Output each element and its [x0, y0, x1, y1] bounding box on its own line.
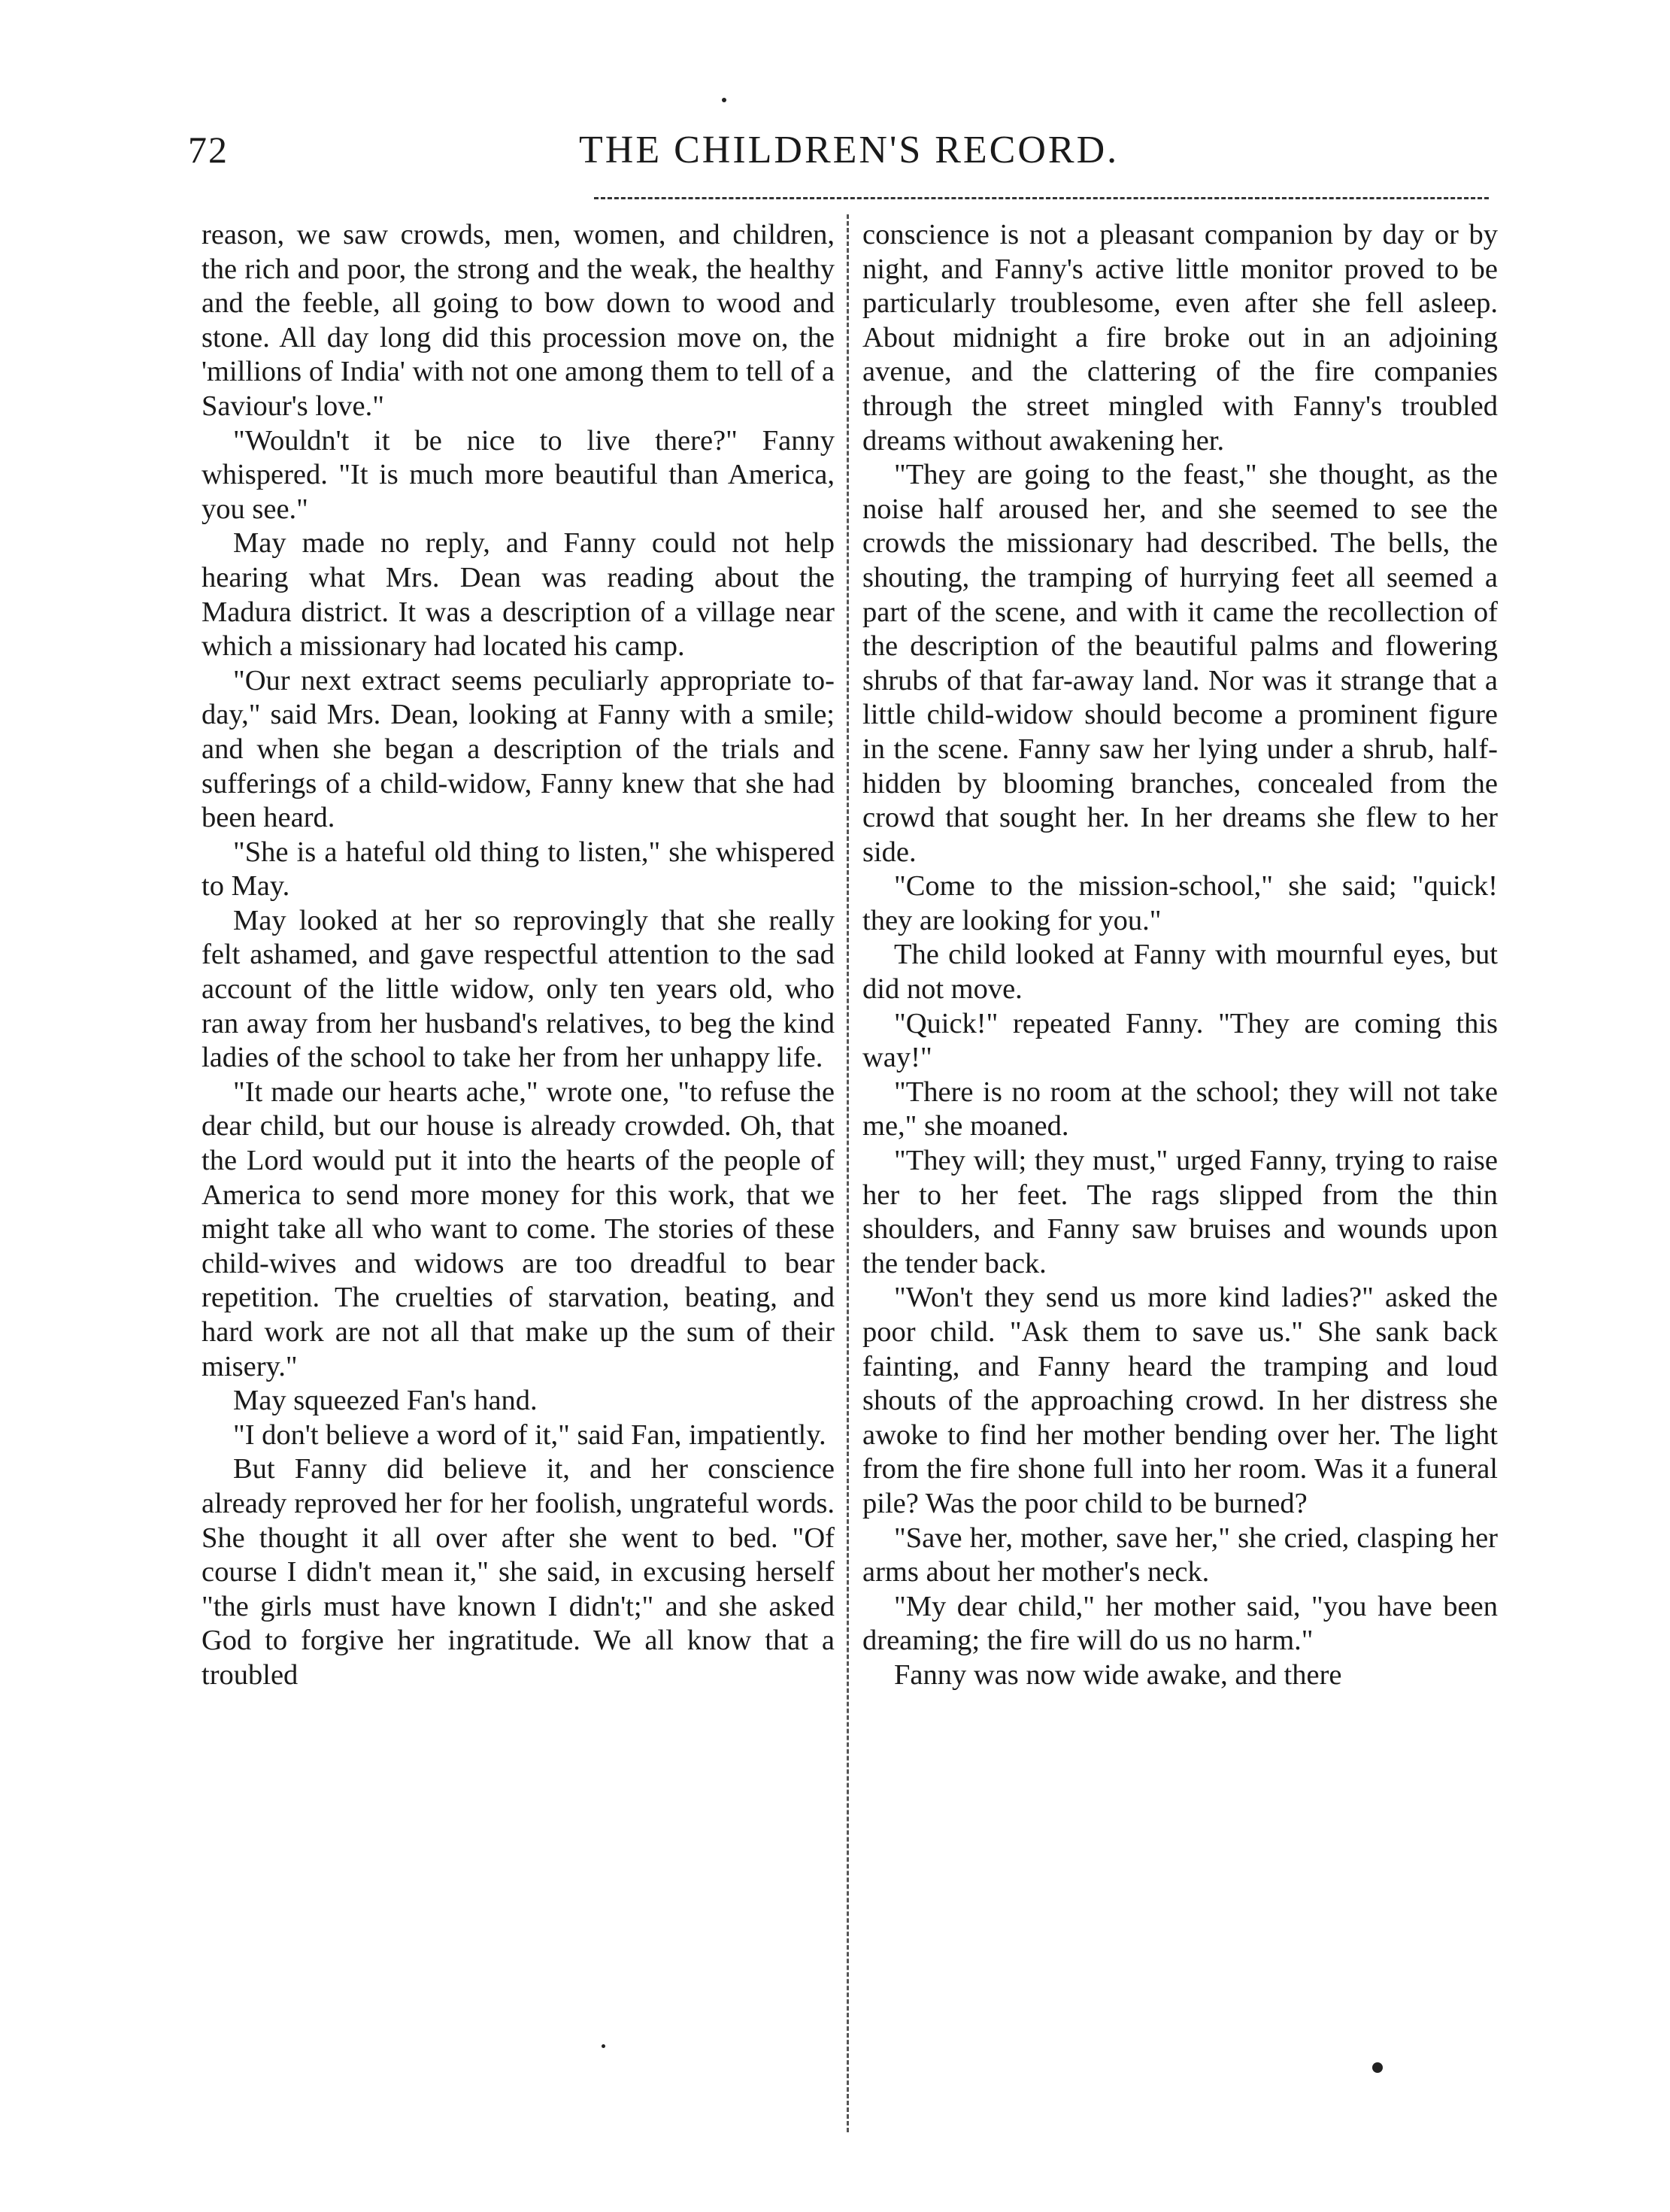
paragraph: "Save her, mother, save her," she cried, clasping her arms about her mother's neck. [862, 1522, 1498, 1588]
paragraph: "They are going to the feast," she thought, as the noise half aroused her, and she seemed to see the crowds the missionary had described. The bells, the shouting, the tramping of hurrying feet all seemed a part of the scene, and with it came the recollection of the description of the beautiful palms and flowering shrubs of that far-away land. Nor was it strange that a little child-widow should become a prominent figure in the scene. Fanny saw her lying under a shrub, half-hidden by blooming branches, concealed from the crowd that sought her. In her dreams she flew to her side. [862, 459, 1498, 868]
paragraph: "Come to the mission-school," she said; "quick! they are looking for you." [862, 870, 1498, 936]
header-rule [594, 197, 1489, 199]
print-speck [602, 2044, 605, 2048]
paragraph: "My dear child," her mother said, "you have been dreaming; the fire will do us no harm." [862, 1590, 1498, 1657]
paragraph: "Wouldn't it be nice to live there?" Fanny whispered. "It is much more beautiful than America, you see." [202, 424, 835, 525]
paragraph: But Fanny did believe it, and her conscience already reproved her for her foolish, ungrateful words. She thought it all over after she went to bed. "Of course I didn't mean it," she said, in excusing herself "the girls must have known I didn't;" and she asked God to forgive her ingratitude. We all know that a troubled [202, 1453, 835, 1691]
paragraph: May looked at her so reprovingly that she really felt ashamed, and gave respectful attention to the sad account of the little widow, only ten years old, who ran away from her husband's relatives, to beg the kind ladies of the school to take her from her unhappy life. [202, 904, 835, 1074]
right-column [862, 218, 1498, 1693]
left-column [202, 218, 835, 1693]
paragraph: reason, we saw crowds, men, women, and children, the rich and poor, the strong and the weak, the healthy and the feeble, all going to bow down to wood and stone. All day long did this procession move on, the 'millions of India' with not one among them to tell of a Saviour's love." [202, 219, 835, 422]
print-speck [1372, 2062, 1383, 2073]
paragraph: "I don't believe a word of it," said Fan, impatiently. [233, 1419, 826, 1451]
paragraph: "Won't they send us more kind ladies?" asked the poor child. "Ask them to save us." She sank back fainting, and Fanny heard the tramping and loud shouts of the approaching crowd. In her distress she awoke to find her mother bending over her. The light from the fire shone full into her room. Was it a funeral pile? Was the poor child to be burned? [862, 1282, 1498, 1519]
paragraph: "There is no room at the school; they will not take me," she moaned. [862, 1076, 1498, 1142]
page-number: 72 [188, 129, 229, 171]
page-header [188, 128, 1489, 181]
paragraph: The child looked at Fanny with mournful eyes, but did not move. [862, 939, 1498, 1006]
paragraph: "It made our hearts ache," wrote one, "to refuse the dear child, but our house is already crowded. Oh, that the Lord would put it into the hearts of the people of America to send more money for this work, that we might take all who want to come. The stories of these child-wives and widows are too dreadful to bear repetition. The cruelties of starvation, beating, and hard work are not all that make up the sum of their misery." [202, 1076, 835, 1382]
paragraph: conscience is not a pleasant companion by day or by night, and Fanny's active little monitor proved to be particularly troublesome, even after she fell asleep. About midnight a fire broke out in an adjoining avenue, and the clattering of the fire companies through the street mingled with Fanny's troubled dreams without awakening her. [862, 219, 1498, 457]
paragraph: May squeezed Fan's hand. [233, 1385, 538, 1417]
paragraph: "Quick!" repeated Fanny. "They are coming this way!" [862, 1007, 1498, 1074]
paragraph: Fanny was now wide awake, and there [894, 1658, 1342, 1691]
running-title: THE CHILDREN'S RECORD. [579, 129, 1120, 171]
paragraph: "She is a hateful old thing to listen," she whispered to May. [202, 836, 835, 903]
paragraph: "They will; they must," urged Fanny, trying to raise her to her feet. The rags slipped from the thin shoulders, and Fanny saw bruises and wounds upon the tender back. [862, 1145, 1498, 1279]
paragraph: May made no reply, and Fanny could not help hearing what Mrs. Dean was reading about the Madura district. It was a description of a village near which a missionary had located his camp. [202, 527, 835, 663]
print-speck [722, 98, 726, 102]
paragraph: "Our next extract seems peculiarly appropriate to-day," said Mrs. Dean, looking at Fanny with a smile; and when she began a description of the trials and sufferings of a child-widow, Fanny knew that she had been heard. [202, 664, 835, 834]
column-divider [847, 214, 849, 2132]
